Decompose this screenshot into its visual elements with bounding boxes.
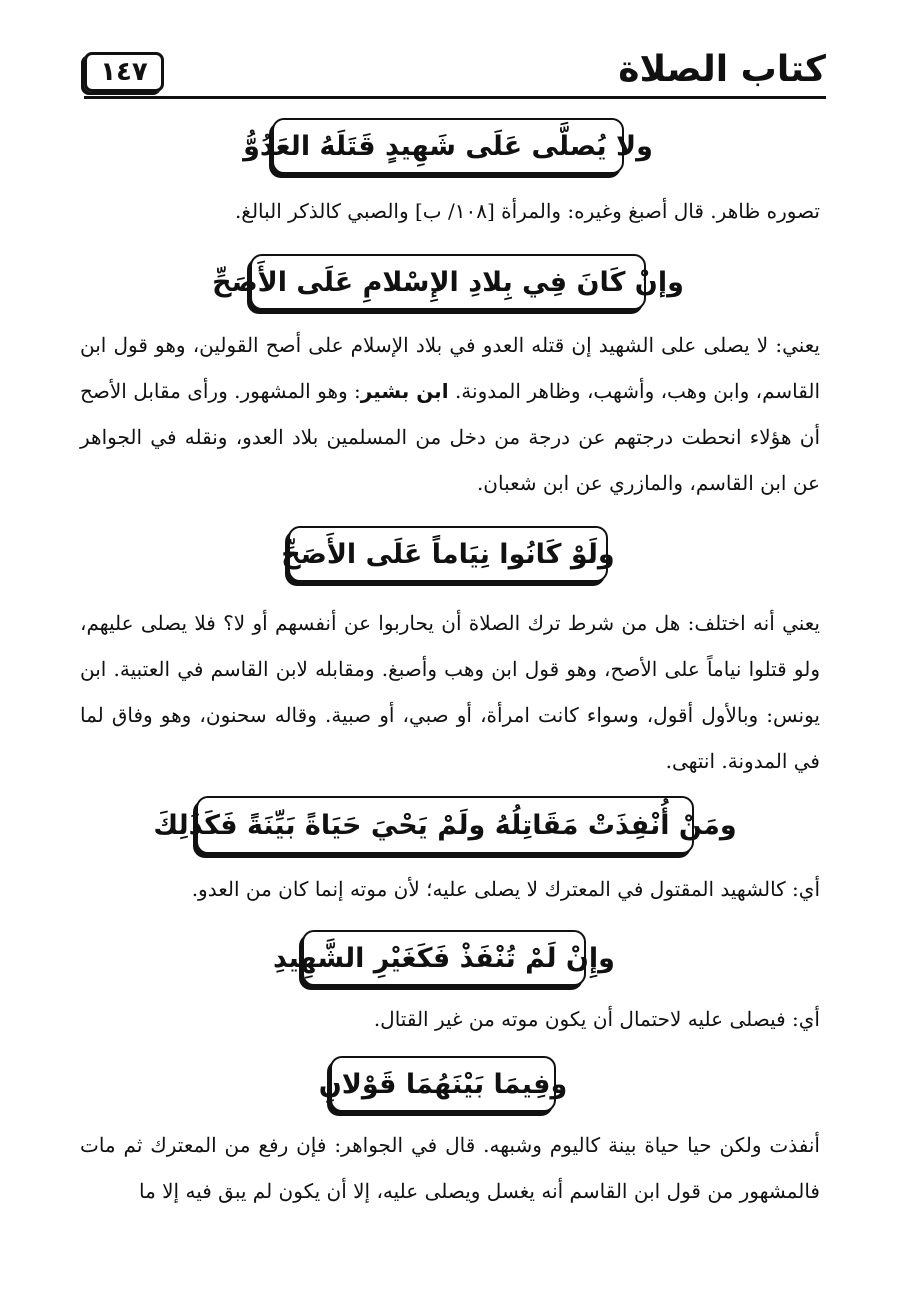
commentary-text: يعني: لا يصلى على الشهيد إن قتله العدو في بلاد الإسلام على أصح القولين، وهو قول ابن القاسم، وابن وهب، وأشهب، وظاهر المدونة.	[80, 333, 821, 403]
commentary-paragraph-1: تصوره ظاهر. قال أصبغ وغيره: والمرأة [١٠٨/ ب] والصبي كالذكر البالغ.	[234, 199, 820, 223]
commentary-text: : وهو المشهور. ورأى مقابل الأصح أن هؤلاء انحطت درجتهم عن درجة من دخل من المسلمين بلاد العدو، ونقله في الجواهر عن ابن القاسم، والمازري عن ابن شعبان.	[80, 379, 820, 495]
matn-box-6: وفِيمَا بَيْنَهُمَا قَوْلانِ	[330, 1056, 556, 1112]
commentary-paragraph-4: أي: كالشهيد المقتول في المعترك لا يصلى عليه؛ لأن موته إنما كان من العدو.	[191, 877, 820, 901]
commentary-paragraph-2	[80, 322, 820, 506]
matn-box-3: ولَوْ كَانُوا نِيَاماً عَلَى الأَصَحِّ	[288, 526, 608, 582]
page-number: ١٤٧	[84, 52, 164, 92]
scholar-name: ابن بشير	[360, 379, 449, 403]
header-rule	[84, 96, 826, 99]
matn-box-5: وإِنْ لَمْ تُنْفَذْ فَكَغَيْرِ الشَّهِيدِ	[302, 930, 586, 986]
matn-box-1: ولا يُصلَّى عَلَى شَهِيدٍ قَتَلَهُ العَدُوُّ	[272, 118, 624, 174]
commentary-paragraph-5: أي: فيصلى عليه لاحتمال أن يكون موته من غير القتال.	[373, 1007, 820, 1031]
running-header-title: كتاب الصلاة	[618, 49, 826, 90]
matn-box-2: وإنْ كَانَ فِي بِلادِ الإِسْلامِ عَلَى الأَصَحِّ	[250, 254, 646, 310]
commentary-paragraph-3: يعني أنه اختلف: هل من شرط ترك الصلاة أن يحاربوا عن أنفسهم أو لا؟ فلا يصلى عليهم، ولو قتلوا نياماً على الأصح، وهو قول ابن وهب وأصبغ. ومقابله لابن القاسم في العتبية. ابن يونس: وبالأول أقول، وسواء كانت امرأة، أو صبي، أو صبية. وقاله سحنون، وهو وفاق لما في المدونة. انتهى.	[80, 611, 820, 773]
commentary-paragraph-6: أنفذت ولكن حيا حياة بينة كاليوم وشبهه. قال في الجواهر: فإن رفع من المعترك ثم مات فالمشهور من قول ابن القاسم أنه يغسل ويصلى عليه، إلا أن يكون لم يبق فيه إلا ما	[80, 1133, 820, 1203]
matn-box-4: ومَنْ أُنْفِذَتْ مَقَاتِلُهُ ولَمْ يَحْيَ حَيَاةً بَيِّنَةً فَكَذَلِكَ	[196, 796, 694, 854]
